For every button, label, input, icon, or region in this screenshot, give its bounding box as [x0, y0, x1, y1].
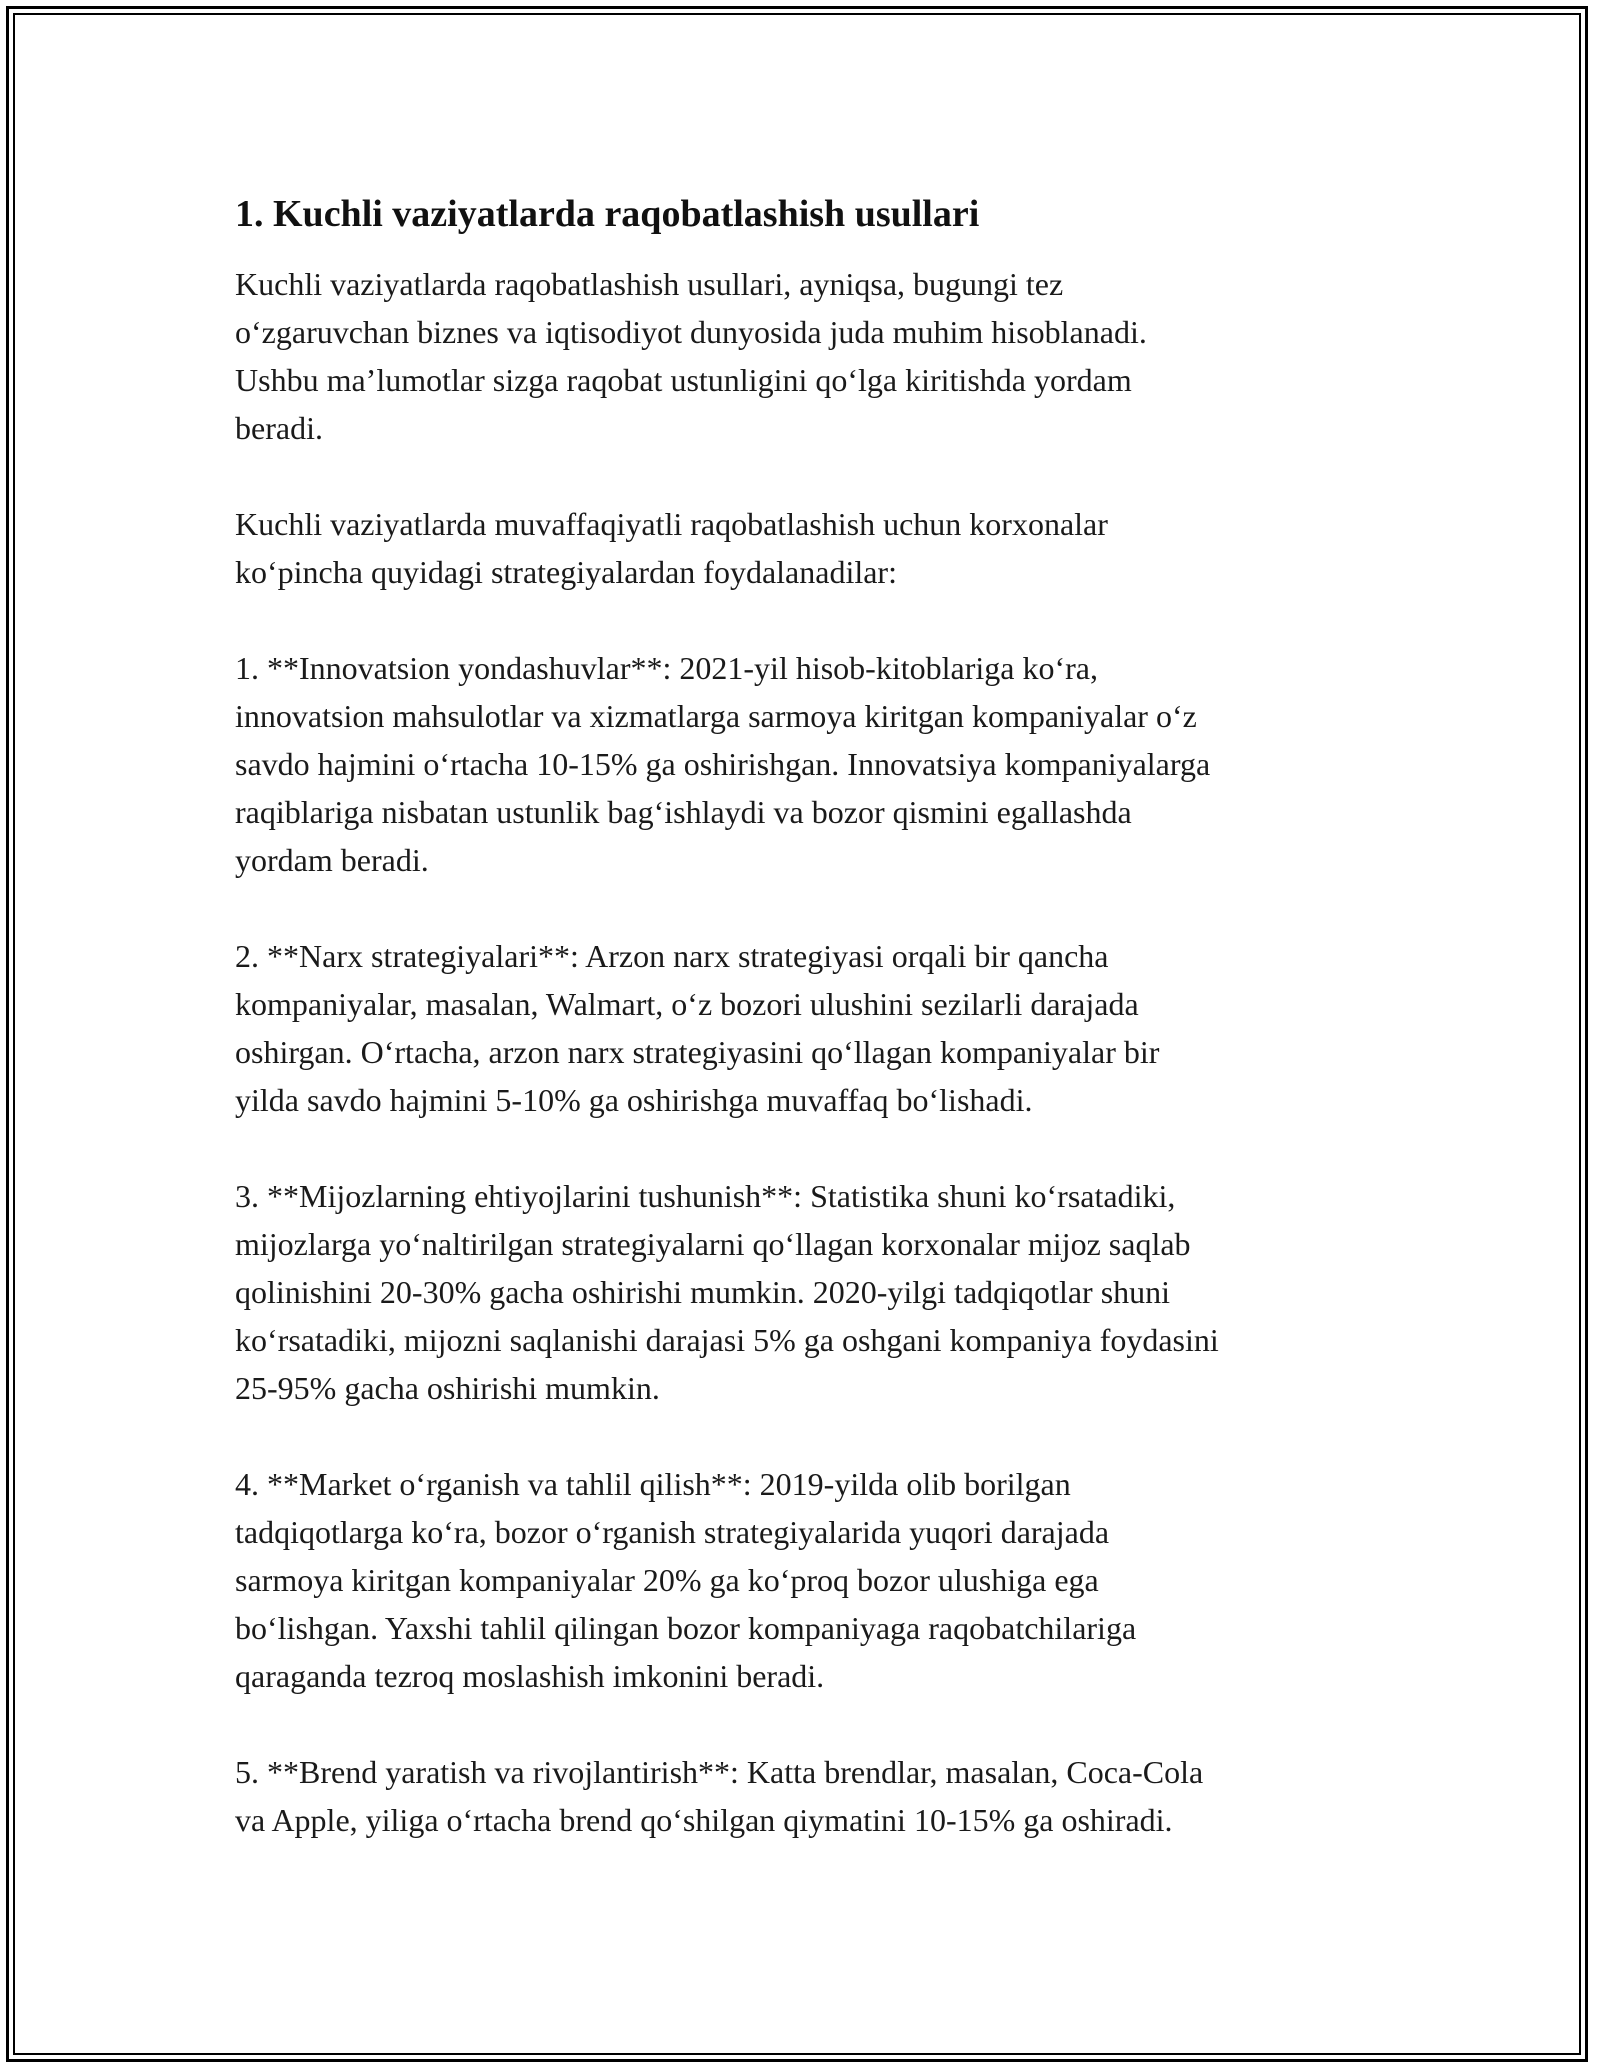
paragraph-strategies-lead: Kuchli vaziyatlarda muvaffaqiyatli raqobatlashish uchun korxonalar ko‘pincha quyidagi strategiyalardan foydalanadilar: — [235, 506, 1108, 590]
document-body — [235, 188, 1385, 1892]
list-item-customer-needs: 3. **Mijozlarning ehtiyojlarini tushunish**: Statistika shuni ko‘rsatadiki, mijozlarga yo‘naltirilgan strategiyalarni qo‘llagan korxonalar mijoz saqlab qolinishini 20-30% gacha oshirishi mumkin. 2020-yilgi tadqiqotlar shuni ko‘rsatadiki, mijozni saqlanishi darajasi 5% ga oshgani kompaniya foydasini 25-95% gacha oshirishi mumkin. — [235, 1178, 1219, 1406]
list-item-innovation: 1. **Innovatsion yondashuvlar**: 2021-yil hisob-kitoblariga ko‘ra, innovatsion mahsulotlar va xizmatlarga sarmoya kiritgan kompaniyalar o‘z savdo hajmini o‘rtacha 10-15% ga oshirishgan. Innovatsiya kompaniyalarga raqiblariga nisbatan ustunlik bag‘ishlaydi va bozor qismini egallashda yordam beradi. — [235, 650, 1211, 878]
document-title: 1. Kuchli vaziyatlarda raqobatlashish usullari — [235, 193, 980, 235]
list-item-market-research: 4. **Market o‘rganish va tahlil qilish**: 2019-yilda olib borilgan tadqiqotlarga ko‘ra, bozor o‘rganish strategiyalarida yuqori darajada sarmoya kiritgan kompaniyalar 20% ga ko‘proq bozor ulushiga ega bo‘lishgan. Yaxshi tahlil qilingan bozor kompaniyaga raqobatchilariga qaraganda tezroq moslashish imkonini beradi. — [235, 1466, 1137, 1694]
paragraph-intro: Kuchli vaziyatlarda raqobatlashish usullari, ayniqsa, bugungi tez o‘zgaruvchan biznes va iqtisodiyot dunyosida juda muhim hisoblanadi. Ushbu ma’lumotlar sizga raqobat ustunligini qo‘lga kiritishda yordam beradi. — [235, 266, 1147, 446]
list-item-pricing: 2. **Narx strategiyalari**: Arzon narx strategiyasi orqali bir qancha kompaniyalar, masalan, Walmart, o‘z bozori ulushini sezilarli darajada oshirgan. O‘rtacha, arzon narx strategiyasini qo‘llagan kompaniyalar bir yilda savdo hajmini 5-10% ga oshirishga muvaffaq bo‘lishadi. — [235, 938, 1160, 1118]
list-item-branding: 5. **Brend yaratish va rivojlantirish**: Katta brendlar, masalan, Coca-Cola va Apple, yiliga o‘rtacha brend qo‘shilgan qiymatini 10-15% ga oshiradi. — [235, 1754, 1204, 1838]
